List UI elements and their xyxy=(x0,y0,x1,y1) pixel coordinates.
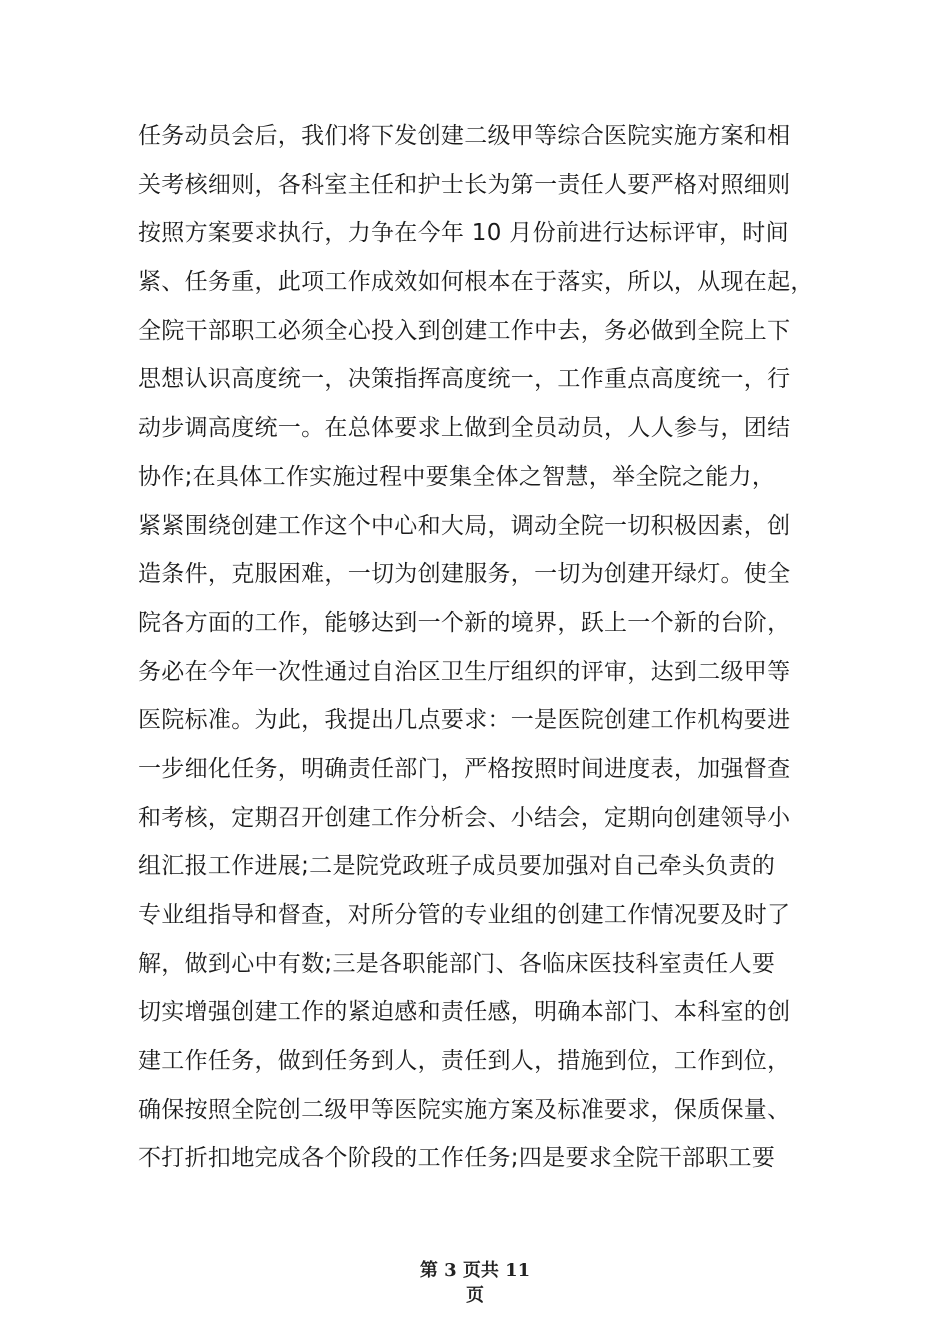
text-line: 切实增强创建工作的紧迫感和责任感，明确本部门、本科室的创 xyxy=(138,999,791,1026)
text-line: 任务动员会后，我们将下发创建二级甲等综合医院实施方案和相 xyxy=(138,123,791,149)
text-line: 院各方面的工作，能够达到一个新的境界，跃上一个新的台阶， xyxy=(138,609,791,636)
text-line: 医院标准。为此，我提出几点要求：一是医院创建工作机构要进 xyxy=(138,707,791,734)
text-line: 建工作任务，做到任务到人，责任到人，措施到位，工作到位， xyxy=(138,1048,791,1075)
text-line: 和考核，定期召开创建工作分析会、小结会，定期向创建领导小 xyxy=(138,804,791,831)
text-line: 造条件，克服困难，一切为创建服务，一切为创建开绿灯。使全 xyxy=(138,561,791,588)
text-line: 协作;在具体工作实施过程中要集全体之智慧，举全院之能力， xyxy=(138,463,776,490)
text-line: 按照方案要求执行，力争在今年 10 月份前进行达标评审，时间 xyxy=(138,220,789,247)
body-paragraph xyxy=(138,112,858,1183)
text-line: 动步调高度统一。在总体要求上做到全员动员，人人参与，团结 xyxy=(138,415,791,442)
text-line: 紧紧围绕创建工作这个中心和大局，调动全院一切积极因素，创 xyxy=(138,512,791,539)
text-line: 确保按照全院创二级甲等医院实施方案及标准要求，保质保量、 xyxy=(138,1096,791,1123)
text-line: 紧、任务重，此项工作成效如何根本在于落实，所以，从现在起， xyxy=(138,269,814,296)
text-line: 专业组指导和督查，对所分管的专业组的创建工作情况要及时了 xyxy=(138,902,791,928)
text-line: 解，做到心中有数;三是各职能部门、各临床医技科室责任人要 xyxy=(138,950,776,977)
text-line: 不打折扣地完成各个阶段的工作任务;四是要求全院干部职工要 xyxy=(138,1145,776,1172)
text-line: 一步细化任务，明确责任部门，严格按照时间进度表，加强督查 xyxy=(138,755,791,782)
text-line: 务必在今年一次性通过自治区卫生厅组织的评审，达到二级甲等 xyxy=(138,658,791,685)
text-line: 全院干部职工必须全心投入到创建工作中去，务必做到全院上下 xyxy=(138,317,791,344)
text-line: 思想认识高度统一，决策指挥高度统一，工作重点高度统一，行 xyxy=(138,366,791,393)
page-number-continued: 页 xyxy=(466,1285,484,1306)
page-number: 第 3 页共 11 xyxy=(419,1260,531,1281)
text-line: 关考核细则，各科室主任和护士长为第一责任人要严格对照细则 xyxy=(138,171,791,198)
text-line: 组汇报工作进展;二是院党政班子成员要加强对自己牵头负责的 xyxy=(138,853,776,880)
